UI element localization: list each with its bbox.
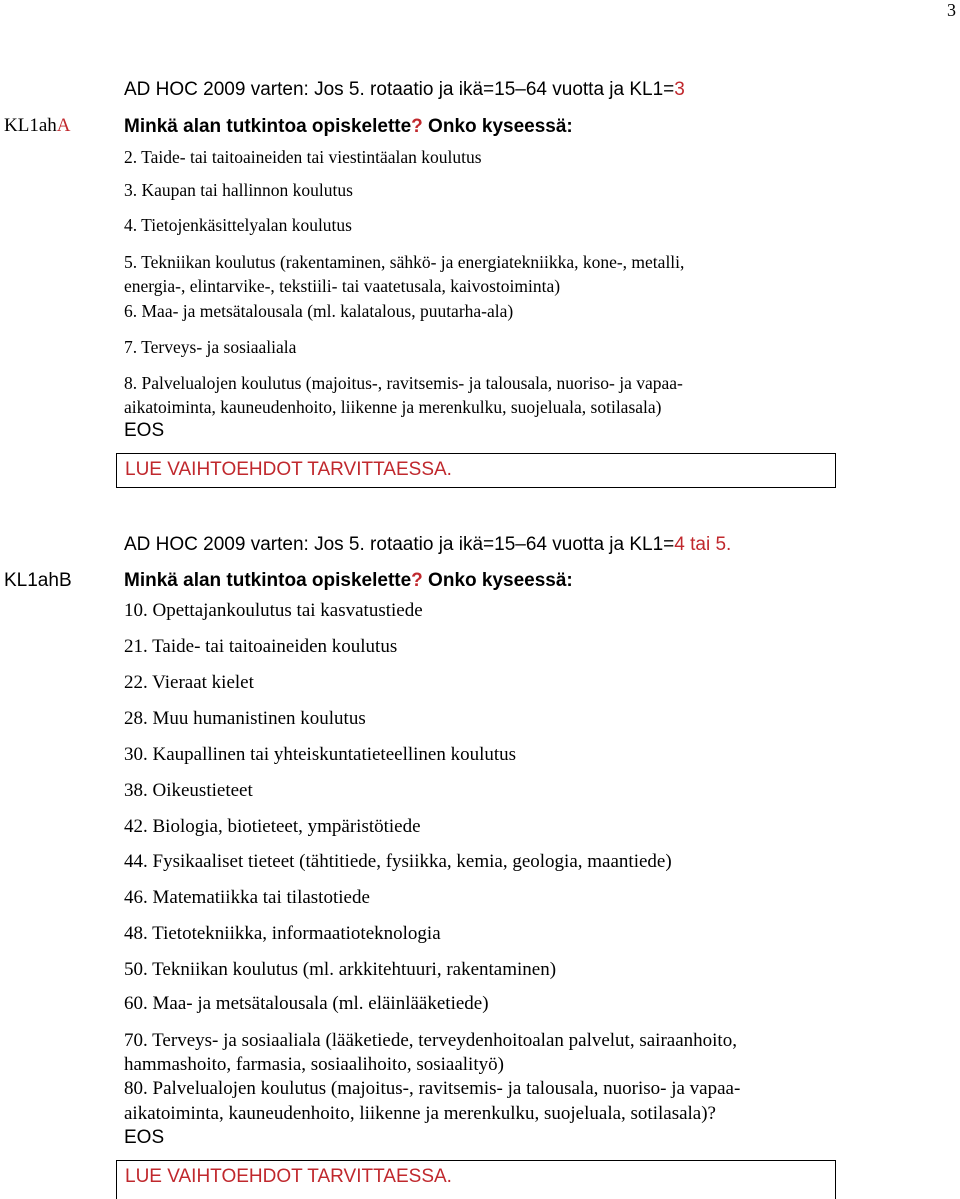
option-item: 22. Vieraat kielet <box>124 672 254 693</box>
eos-option: EOS <box>124 420 165 441</box>
option-item: 28. Muu humanistinen koulutus <box>124 708 366 729</box>
option-item: 80. Palvelualojen koulutus (majoitus-, ravitsemis- ja talousala, nuoriso- ja vapaa- <box>124 1078 741 1099</box>
eos-option: EOS <box>124 1127 165 1148</box>
section-a-header: AD HOC 2009 varten: Jos 5. rotaatio ja ikä=15–64 vuotta ja KL1=3 <box>124 79 685 100</box>
option-item: 2. Taide- tai taitoaineiden tai viestintäalan koulutus <box>124 147 482 167</box>
instruction-note: LUE VAIHTOEHDOT TARVITTAESSA. <box>125 459 452 480</box>
option-item: 38. Oikeustieteet <box>124 780 253 801</box>
option-item: 44. Fysikaaliset tieteet (tähtitiede, fysiikka, kemia, geologia, maantiede) <box>124 851 672 872</box>
option-item: energia-, elintarvike-, tekstiili- tai vaatetusala, kaivostoiminta) <box>124 276 561 296</box>
option-item: 42. Biologia, biotieteet, ympäristötiede <box>124 816 421 837</box>
option-item: 70. Terveys- ja sosiaaliala (lääketiede, terveydenhoitoalan palvelut, sairaanhoito, <box>124 1030 737 1051</box>
header-value: 4 tai 5. <box>674 534 732 555</box>
option-item: 30. Kaupallinen tai yhteiskuntatieteellinen koulutus <box>124 744 517 765</box>
option-item: 46. Matematiikka tai tilastotiede <box>124 887 370 908</box>
variable-code-prefix: KL1ah <box>4 115 57 136</box>
option-item: aikatoiminta, kauneudenhoito, liikenne ja merenkulku, suojeluala, sotilasala) <box>124 397 662 417</box>
section-a-question: Minkä alan tutkintoa opiskelette? Onko kyseessä: <box>124 116 573 137</box>
option-item: 6. Maa- ja metsätalousala (ml. kalatalous, puutarha-ala) <box>124 301 514 321</box>
option-item: 21. Taide- tai taitoaineiden koulutus <box>124 636 398 657</box>
page-number: 3 <box>947 0 956 20</box>
option-item: hammashoito, farmasia, sosiaalihoito, sosiaalityö) <box>124 1054 504 1075</box>
instruction-box-b <box>116 1160 836 1199</box>
option-item: 50. Tekniikan koulutus (ml. arkkitehtuuri, rakentaminen) <box>124 959 557 980</box>
option-item: 10. Opettajankoulutus tai kasvatustiede <box>124 600 423 621</box>
option-item: 8. Palvelualojen koulutus (majoitus-, ravitsemis- ja talousala, nuoriso- ja vapaa- <box>124 373 683 393</box>
variable-code-suffix: A <box>56 115 71 136</box>
option-item: 3. Kaupan tai hallinnon koulutus <box>124 180 353 200</box>
variable-code-b: KL1ahB <box>4 570 72 591</box>
option-item: aikatoiminta, kauneudenhoito, liikenne ja merenkulku, suojeluala, sotilasala)? <box>124 1103 716 1124</box>
option-item: 4. Tietojenkäsittelyalan koulutus <box>124 215 352 235</box>
option-item: 48. Tietotekniikka, informaatioteknologia <box>124 923 441 944</box>
option-item: 5. Tekniikan koulutus (rakentaminen, sähkö- ja energiatekniikka, kone-, metalli, <box>124 252 685 272</box>
variable-code-a <box>4 115 71 137</box>
option-item: 60. Maa- ja metsätalousala (ml. eläinlääketiede) <box>124 993 489 1014</box>
header-value: 3 <box>674 79 685 100</box>
section-b-header: AD HOC 2009 varten: Jos 5. rotaatio ja ikä=15–64 vuotta ja KL1=4 tai 5. <box>124 534 732 555</box>
section-b-question: Minkä alan tutkintoa opiskelette? Onko kyseessä: <box>124 570 573 591</box>
option-item: 7. Terveys- ja sosiaaliala <box>124 337 297 357</box>
instruction-box-a <box>116 453 836 488</box>
instruction-note: LUE VAIHTOEHDOT TARVITTAESSA. <box>125 1166 452 1187</box>
